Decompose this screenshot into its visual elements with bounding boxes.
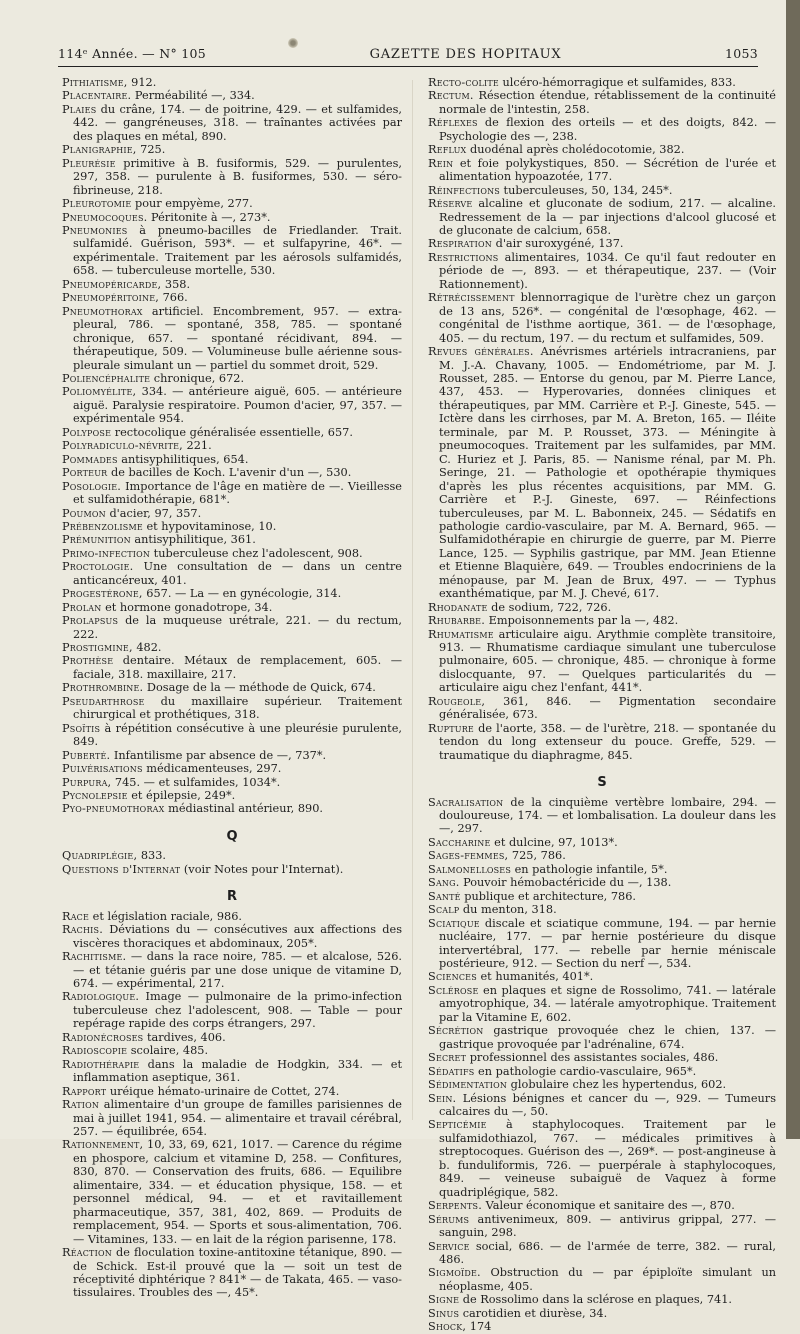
entry-references: Dosage de la — méthode de Quick, 674. — [143, 681, 376, 695]
entry-references: de flexion des orteils — et des doigts, 842. — Psychologie des —, 238. — [439, 116, 776, 143]
entry-references: carotidien et diurèse, 34. — [459, 1306, 608, 1320]
entry-references: publique et architecture, 786. — [460, 889, 636, 903]
entry-references: — dans la race noire, 785. — et alcalose, 526. — et tétanie guéris par une dose unique de vitamine D, 674. — expérimental, 217. — [73, 950, 402, 990]
index-entry — [428, 1118, 776, 1199]
entry-headword: Signe — [428, 1293, 460, 1307]
index-entry — [62, 466, 402, 479]
index-entry — [62, 507, 402, 520]
entry-references: d'acier, 97, 357. — [105, 506, 202, 520]
entry-headword: Service — [428, 1239, 470, 1253]
index-entry — [62, 614, 402, 641]
entry-headword: Pithiatisme, — [62, 76, 128, 89]
index-entry — [62, 76, 402, 89]
index-entry — [62, 1138, 402, 1246]
entry-headword: Rhumatisme — [428, 627, 494, 641]
index-entry — [62, 950, 402, 990]
index-entry — [428, 863, 776, 876]
entry-headword: Prolan — [62, 600, 102, 614]
entry-headword: Scalp — [428, 903, 460, 917]
entry-references: duodénal après cholédocotomie, 382. — [466, 143, 685, 157]
entry-headword: Pleurésie — [62, 156, 116, 170]
entry-headword: Salmonelloses — [428, 862, 512, 876]
entry-references: antisyphilitiques, 654. — [117, 452, 249, 466]
entry-references: antivenimeux, 809. — antivirus grippal, 277. — sanguin, 298. — [439, 1212, 776, 1240]
index-entry — [428, 614, 776, 627]
index-entry — [62, 547, 402, 560]
entry-headword: Pycnolepsie — [62, 789, 128, 803]
index-entry — [428, 1213, 776, 1240]
index-entry — [62, 587, 402, 600]
entry-references: 334. — antérieure aiguë, 605. — antérieure aiguë. Paralysie respiratoire. Poumon d'acier, 97, 357. — expérimentale 954. — [73, 385, 402, 426]
entry-headword: Saccharine — [428, 835, 491, 849]
entry-references: en plaques et signe de Rossolimo, 741. — latérale amyotrophique, 34. — latérale amyotrophique. Traitement par la Vitamine E, 602. — [439, 983, 776, 1024]
entry-headword: Sang. — [428, 876, 460, 890]
index-entry — [428, 970, 776, 983]
index-entry — [62, 695, 402, 722]
entry-headword: Rationnement, — [62, 1138, 144, 1152]
index-entry — [62, 749, 402, 762]
index-entry — [62, 776, 402, 789]
entry-headword: Pneumopéricarde, — [62, 277, 162, 291]
entry-headword: Pseudarthrose — [62, 694, 145, 708]
entry-references: dentaire. Métaux de remplacement, 605. — faciale, 318. maxillaire, 217. — [73, 654, 402, 681]
entry-references: en pathologie infantile, 5*. — [511, 862, 668, 876]
entry-references: Empoisonnements par la —, 482. — [485, 614, 679, 628]
index-entry — [428, 1065, 776, 1078]
entry-references: de floculation toxine-antitoxine tétanique, 890. — de Schick. Est-il prouvé que la — soit un test de réceptivité diphtérique ? 841* — de Takata, 465. — vaso-tissulaires. Troubles des —, 45*. — [73, 1246, 402, 1300]
entry-references: 174 — [466, 1320, 492, 1334]
entry-headword: Rachis. — [62, 923, 104, 937]
entry-headword: Rupture — [428, 721, 474, 735]
entry-headword: Réserve — [428, 197, 473, 211]
entry-headword: Sacralisation — [428, 795, 504, 809]
index-entry — [428, 345, 776, 601]
index-entry — [62, 863, 402, 876]
index-entry — [428, 116, 776, 143]
entry-headword: Pneumocoques. — [62, 210, 148, 224]
entry-references: Importance de l'âge en matière de —. Vieillesse et sulfamidothérapie, 681*. — [73, 479, 402, 507]
entry-headword: Reflux — [428, 143, 467, 157]
entry-headword: Progestérone, — [62, 587, 143, 601]
entry-references: de bacilles de Koch. L'avenir d'un —, 530. — [107, 466, 352, 480]
entry-headword: Respiration — [428, 237, 492, 251]
index-entry — [428, 1240, 776, 1267]
entry-headword: Pommades — [62, 452, 118, 466]
entry-headword: Sédatifs — [428, 1064, 475, 1078]
entry-references: et hypovitaminose, 10. — [142, 519, 277, 533]
entry-references: alimentaire d'un groupe de familles parisiennes de mai à juillet 1941, 954. — alimentaire et travail cérébral, 257. — équilibrée, 654. — [73, 1098, 402, 1138]
index-entry — [62, 453, 402, 466]
entry-references: alcaline et gluconate de sodium, 217. — alcaline. Redressement de la — par injections d'alcool glucosé et de gluconate de calcium, 658. — [439, 197, 776, 237]
entry-headword: Sages-femmes, — [428, 849, 509, 863]
entry-headword: Prostigmine, — [62, 641, 133, 655]
entry-headword: Sclérose — [428, 983, 479, 997]
entry-references: du menton, 318. — [459, 903, 557, 917]
index-entry — [62, 385, 402, 425]
right-column — [428, 76, 776, 1334]
index-entry — [428, 836, 776, 849]
entry-references: à répétition consécutive à une pleurésie purulente, 849. — [73, 721, 402, 749]
index-entry — [62, 802, 402, 815]
entry-references: scolaire, 485. — [127, 1044, 209, 1058]
entry-references: ulcéro-hémorragique et sulfamides, 833. — [498, 76, 736, 89]
entry-references: à staphylocoques. Traitement par le sulfamidothiazol, 767. — médicales primitives à streptocoques. Guérison des —, 269*. — post-angineuse à b. funduliformis, 726. — puerpérale à staphylocoques, 849. — veineuse subaiguë de Vaquez à forme quadriplégique, 582. — [439, 1118, 776, 1199]
entry-references: blennorragique de l'urètre chez un garçon de 13 ans, 526*. — congénital de l'œsophage, 462. — congénital de l'isthme aortique, 361. — de l'œsophage, 405. — du rectum, 197. — du rectum et sulfamides, 509. — [439, 291, 776, 345]
index-entry — [428, 251, 776, 291]
entry-headword: Sédimentation — [428, 1078, 508, 1092]
entry-references: pour empyème, 277. — [131, 197, 253, 211]
entry-references: antisyphilitique, 361. — [130, 533, 256, 547]
header-rule — [58, 66, 758, 67]
entry-headword: Rougeole, — [428, 694, 486, 708]
entry-headword: Radionécroses — [62, 1030, 144, 1044]
entry-references: à pneumo-bacilles de Friedlander. Trait. sulfamidé. Guérison, 593*. — et sulfapyrine, 46*. — expérimentale. Traitement par les aérosols sulfamidés, 658. — tuberculeuse mortelle, 530. — [73, 223, 402, 278]
entry-references: Déviations du — consécutives aux affections des viscères thoraciques et abdominaux, 205*. — [73, 923, 402, 950]
entry-references: médiastinal antérieur, 890. — [164, 802, 323, 816]
index-entry — [428, 903, 776, 916]
entry-references: de sodium, 722, 726. — [487, 600, 612, 614]
entry-references: du crâne, 174. — de poitrine, 429. — et sulfamides, 442. — gangréneuses, 318. — traînantes activées par des plaques en métal, 890. — [73, 102, 402, 143]
entry-references: Lésions bénignes et cancer du —, 929. — Tumeurs calcaires du —, 50. — [439, 1091, 776, 1118]
index-entry — [428, 291, 776, 345]
entry-references: de la muqueuse urétrale, 221. — du rectum, 222. — [73, 614, 402, 641]
index-entry — [428, 1293, 776, 1306]
entry-headword: Santé — [428, 889, 461, 903]
index-entry — [62, 520, 402, 533]
entry-references: articulaire aigu. Arythmie complète transitoire, 913. — Rhumatisme cardiaque simulant une tuberculose pulmonaire, 605. — chronique, 485. — chronique à forme dislocquante, 97. — Quelques particularités du — articulaire aigu chez l'enfant, 441*. — [439, 627, 776, 695]
index-entry — [62, 533, 402, 546]
index-entry — [428, 1266, 776, 1293]
entry-headword: Purpura, — [62, 775, 112, 789]
entry-references: dans la maladie de Hodgkin, 334. — et inflammation aseptique, 361. — [73, 1057, 402, 1085]
entry-references: 725. — [136, 143, 166, 157]
index-entry — [62, 990, 402, 1030]
entry-references: Pouvoir hémobactéricide du —, 138. — [459, 876, 672, 890]
entry-references: et hormone gonadotrope, 34. — [101, 600, 273, 614]
entry-headword: Poliencéphalite — [62, 371, 151, 385]
entry-references: 725, 786. — [508, 849, 566, 863]
entry-references: Valeur économique et sanitaire des —, 870. — [482, 1199, 735, 1213]
index-entry — [428, 695, 776, 722]
index-entry — [428, 722, 776, 762]
entry-references: et dulcine, 97, 1013*. — [490, 835, 618, 849]
header-issue: 114ᵉ Année. — N° 105 — [58, 46, 207, 61]
entry-headword: Ration — [62, 1098, 100, 1112]
index-entry — [62, 849, 402, 862]
entry-headword: Posologie. — [62, 479, 122, 493]
column-gutter — [412, 80, 413, 1120]
entry-headword: Prolapsus — [62, 614, 119, 628]
entry-headword: Quadriplégie, — [62, 849, 138, 863]
index-entry — [62, 1085, 402, 1098]
entry-headword: Sciatique — [428, 916, 480, 930]
entry-references: Perméabilité —, 334. — [131, 89, 255, 103]
index-entry — [428, 1051, 776, 1064]
index-entry — [428, 917, 776, 971]
index-entry — [62, 1044, 402, 1057]
entry-headword: Puberté. — [62, 748, 111, 762]
index-entry — [428, 1024, 776, 1051]
entry-headword: Rapport — [62, 1084, 107, 1098]
index-entry — [428, 1092, 776, 1119]
entry-headword: Radiologique. — [62, 990, 140, 1004]
entry-headword: Porteur — [62, 466, 108, 480]
entry-references: discale et sciatique commune, 194. — par hernie nucléaire, 177. — par hernie postérieure du disque intervertébral, 177. — rebelle par hernie méniscale postérieure, 912. — Section du nerf —, 534. — [439, 916, 776, 970]
index-entry — [62, 480, 402, 507]
entry-headword: Rachitisme. — [62, 950, 127, 964]
entry-headword: Pulvérisations — [62, 762, 143, 776]
entry-headword: Psoïtis — [62, 721, 101, 735]
entry-references: gastrique provoquée chez le chien, 137. — gastrique provoquée par l'adrénaline, 674. — [439, 1024, 776, 1051]
entry-headword: Pneumonies — [62, 223, 128, 237]
index-entry — [62, 789, 402, 802]
entry-headword: Radiothérapie — [62, 1057, 140, 1071]
index-entry — [62, 1031, 402, 1044]
index-entry — [62, 923, 402, 950]
entry-headword: Polypose — [62, 425, 112, 439]
entry-headword: Réaction — [62, 1246, 112, 1260]
entry-references: primitive à B. fusiformis, 529. — purulentes, 297, 358. — purulente à B. fusiformes, 530. — séro-fibrineuse, 218. — [73, 156, 402, 197]
index-entry — [428, 984, 776, 1024]
entry-headword: Sinus — [428, 1306, 460, 1320]
entry-references: de la cinquième vertèbre lombaire, 294. — douloureuse, 174. — et lombalisation. La douleur dans les —, 297. — [439, 795, 776, 836]
index-entry — [62, 681, 402, 694]
entry-references: tardives, 406. — [143, 1030, 226, 1044]
entry-headword: Pneumopéritoine, — [62, 291, 160, 305]
index-entry — [62, 211, 402, 224]
entry-headword: Pyo-pneumothorax — [62, 802, 165, 816]
entry-references: de l'aorte, 358. — de l'urètre, 218. — spontanée du tendon du long extenseur du pouce. Greffe, 529. — traumatique du diaphragme, 845. — [439, 721, 776, 762]
entry-headword: Rhubarbe. — [428, 614, 486, 628]
index-entry — [428, 76, 776, 89]
index-entry — [62, 439, 402, 452]
entry-references: du maxillaire supérieur. Traitement chirurgical et prothétiques, 318. — [73, 694, 402, 722]
entry-references: tuberculeuse chez l'adolescent, 908. — [150, 546, 363, 560]
index-entry — [428, 184, 776, 197]
entry-references: et épilepsie, 249*. — [127, 789, 236, 803]
entry-references: tuberculeuses, 50, 134, 245*. — [499, 183, 673, 197]
entry-headword: Race — [62, 909, 90, 923]
entry-headword: Questions d'Internat — [62, 862, 181, 876]
entry-headword: Prémunition — [62, 533, 131, 547]
entry-references: 912. — [127, 76, 157, 89]
entry-headword: Septicémie — [428, 1118, 487, 1132]
entry-references: 657. — La — en gynécologie, 314. — [142, 587, 342, 601]
entry-references: Une consultation de — dans un centre anticancéreux, 401. — [73, 560, 402, 587]
index-entry — [62, 305, 402, 372]
entry-references: Péritonite à —, 273*. — [147, 210, 271, 224]
entry-references: Résection étendue, rétablissement de la continuité normale de l'intestin, 258. — [439, 89, 776, 116]
index-entry — [428, 876, 776, 889]
entry-headword: Proctologie. — [62, 560, 134, 574]
entry-references: uréique hémato-urinaire de Cottet, 274. — [106, 1084, 340, 1098]
index-entry — [62, 1058, 402, 1085]
entry-references: chronique, 672. — [150, 371, 245, 385]
index-entry — [62, 654, 402, 681]
entry-headword: Prébenzolisme — [62, 519, 143, 533]
entry-headword: Prothrombine. — [62, 681, 144, 695]
entry-headword: Poliomyélite, — [62, 385, 137, 399]
entry-headword: Pneumothorax — [62, 304, 143, 318]
entry-headword: Polyradiculo-névrite, — [62, 439, 183, 453]
entry-references: social, 686. — de l'armée de terre, 382. — rural, 486. — [439, 1239, 776, 1266]
index-entry — [428, 1307, 776, 1320]
entry-headword: Planigraphie, — [62, 143, 137, 157]
index-entry — [62, 762, 402, 775]
entry-references: Infantilisme par absence de —, 737*. — [110, 748, 327, 762]
index-entry — [62, 157, 402, 197]
entry-headword: Sigmoïde. — [428, 1266, 481, 1280]
entry-references: rectocolique généralisée essentielle, 657. — [111, 425, 353, 439]
index-entry — [428, 237, 776, 250]
index-entry — [428, 1199, 776, 1212]
entry-headword: Rectum. — [428, 89, 474, 103]
index-entry — [62, 601, 402, 614]
entry-references: de Rossolimo dans la sclérose en plaques, 741. — [459, 1293, 732, 1307]
entry-references: 361, 846. — Pigmentation secondaire généralisée, 673. — [439, 694, 776, 722]
entry-headword: Sein. — [428, 1091, 457, 1105]
entry-headword: Poumon — [62, 506, 106, 520]
entry-references: professionnel des assistantes sociales, 486. — [466, 1051, 719, 1065]
entry-headword: Prothèse — [62, 654, 114, 668]
entry-headword: Shock, — [428, 1320, 467, 1334]
entry-headword: Restrictions — [428, 250, 499, 264]
entry-headword: Plaies — [62, 102, 97, 116]
entry-headword: Radioscopie — [62, 1044, 128, 1058]
page-header — [58, 46, 758, 66]
entry-headword: Rétrécissement — [428, 291, 515, 305]
index-entry — [62, 197, 402, 210]
entry-references: 745. — et sulfamides, 1034*. — [111, 775, 281, 789]
entry-headword: Recto-colite — [428, 76, 499, 89]
entry-headword: Réinfections — [428, 183, 500, 197]
index-entry — [62, 278, 402, 291]
entry-references: 482. — [132, 641, 162, 655]
entry-headword: Sciences — [428, 970, 477, 984]
index-entry — [428, 890, 776, 903]
entry-headword: Secret — [428, 1051, 467, 1065]
index-entry — [62, 426, 402, 439]
entry-headword: Sécrétion — [428, 1024, 484, 1038]
index-entry — [62, 143, 402, 156]
header-title: GAZETTE DES HOPITAUX — [369, 47, 562, 62]
index-entry — [428, 849, 776, 862]
index-entry — [62, 224, 402, 278]
entry-headword: Serpents. — [428, 1199, 483, 1213]
index-entry — [62, 291, 402, 304]
section-letter: S — [597, 775, 607, 791]
entry-references: (voir Notes pour l'Internat). — [180, 862, 344, 876]
index-entry — [428, 143, 776, 156]
index-entry — [62, 89, 402, 102]
entry-headword: Sérums — [428, 1212, 470, 1226]
entry-references: 358. — [161, 277, 191, 291]
entry-headword: Primo-infection — [62, 546, 151, 560]
entry-references: d'air suroxygéné, 137. — [492, 237, 624, 251]
entry-references: médicamenteuses, 297. — [142, 762, 282, 776]
index-entry — [62, 560, 402, 587]
header-page-number: 1053 — [724, 46, 758, 61]
index-entry — [62, 1246, 402, 1300]
entry-headword: Pleurotomie — [62, 197, 132, 211]
index-entry — [428, 197, 776, 237]
entry-headword: Réflexes — [428, 116, 478, 130]
index-entry — [62, 1098, 402, 1138]
entry-references: et foie polykystiques, 850. — Sécrétion de l'urée et alimentation hypoazotée, 177. — [439, 156, 776, 184]
entry-references: 833. — [137, 849, 166, 863]
entry-references: et humanités, 401*. — [476, 970, 594, 984]
left-column — [62, 76, 402, 1300]
index-entry — [428, 157, 776, 184]
section-letter: Q — [226, 828, 238, 844]
entry-references: Anévrismes artériels intracraniens, par M. J.-A. Chavany, 1005. — Endométriome, par M. J. Rousset, 285. — Entorse du genou, par M. Pierre Lance, 437, 453. — Hyperovaries, données cliniques et thérapeutiques, par MM. Carrière et P.-J. Gineste, 545. — Ictère dans les cirrhoses, par M. A. Breton, 165. — Iléite terminale, par M. P. Rousset, 373. — Méningite à pneumocoques. Traitement par les sulfamides, par MM. C. Huriez et J. Paris, 85. — Nanisme rénal, par M. Ph. Seringe, 21. — Pathologie et opothérapie thymiques d'après les plus récentes acquisitions, par MM. G. Carrière et P.-J. Gineste, 697. — Réinfections tuberculeuses, par M. L. Babonneix, 245. — Sédatifs en pathologie cardio-vasculaire, par M. A. Bernard, 965. — Sulfamidothérapie en chirurgie de guerre, par M. Pierre Lance, 125. — Syphilis gastrique, par MM. Jean Etienne et Etienne Blaquière, 649. — Troubles endocriniens de la ménopause, par M. Jean de Brux, 497. — — Typhus exanthématique, par M. J. Chevé, 617. — [439, 345, 776, 601]
index-entry — [428, 628, 776, 695]
entry-references: Obstruction du — par épiploïte simulant un néoplasme, 405. — [439, 1266, 776, 1293]
index-entry — [62, 722, 402, 749]
entry-headword: Rhodanate — [428, 600, 488, 614]
entry-references: artificiel. Encombrement, 957. — extra-pleural, 786. — spontané, 358, 785. — spontané chronique, 657. — spontané récidivant, 894. — thérapeutique, 509. — Volumineuse bulle aérienne sous-pleurale simulant un — partiel du sommet droit, 529. — [73, 304, 402, 372]
index-entry — [62, 910, 402, 923]
entry-headword: Placentaire. — [62, 89, 132, 103]
index-entry — [62, 103, 402, 143]
entry-headword: Revues générales. — [428, 345, 534, 359]
entry-references: globulaire chez les hypertendus, 602. — [507, 1078, 727, 1092]
entry-references: en pathologie cardio-vasculaire, 965*. — [474, 1064, 697, 1078]
entry-references: Image — pulmonaire de la primo-infection tuberculeuse chez l'adolescent, 908. — Table — pour repérage rapide des corps étrangers, 297. — [73, 990, 402, 1031]
entry-references: 221. — [182, 439, 212, 453]
index-entry — [428, 1320, 776, 1333]
entry-references: et législation raciale, 986. — [89, 909, 243, 923]
index-entry — [428, 1078, 776, 1091]
index-entry — [428, 601, 776, 614]
entry-headword: Rein — [428, 156, 454, 170]
section-letter: R — [226, 889, 237, 905]
entry-references: alimentaires, 1034. Ce qu'il faut redouter en période de —, 893. — et thérapeutique, 237. — (Voir Rationnement). — [439, 250, 776, 291]
index-entry — [62, 372, 402, 385]
index-entry — [62, 641, 402, 654]
index-entry — [428, 89, 776, 116]
entry-references: 766. — [159, 291, 188, 305]
entry-references: 10, 33, 69, 621, 1017. — Carence du régime en phospore, calcium et vitamine D, 258. — Confitures, 830, 870. — Conservation des fruits, 686. — Equilibre alimentaire, 334. — et éducation physique, 158. — et personnel médical, 94. — et et ravitaillement pharmaceutique, 357, 381, 402, 869. — Produits de remplacement, 954. — Sports et sous-alimentation, 706. — Vitamines, 133. — en lait de la région parisenne, 178. — [73, 1138, 402, 1246]
index-entry — [428, 796, 776, 836]
